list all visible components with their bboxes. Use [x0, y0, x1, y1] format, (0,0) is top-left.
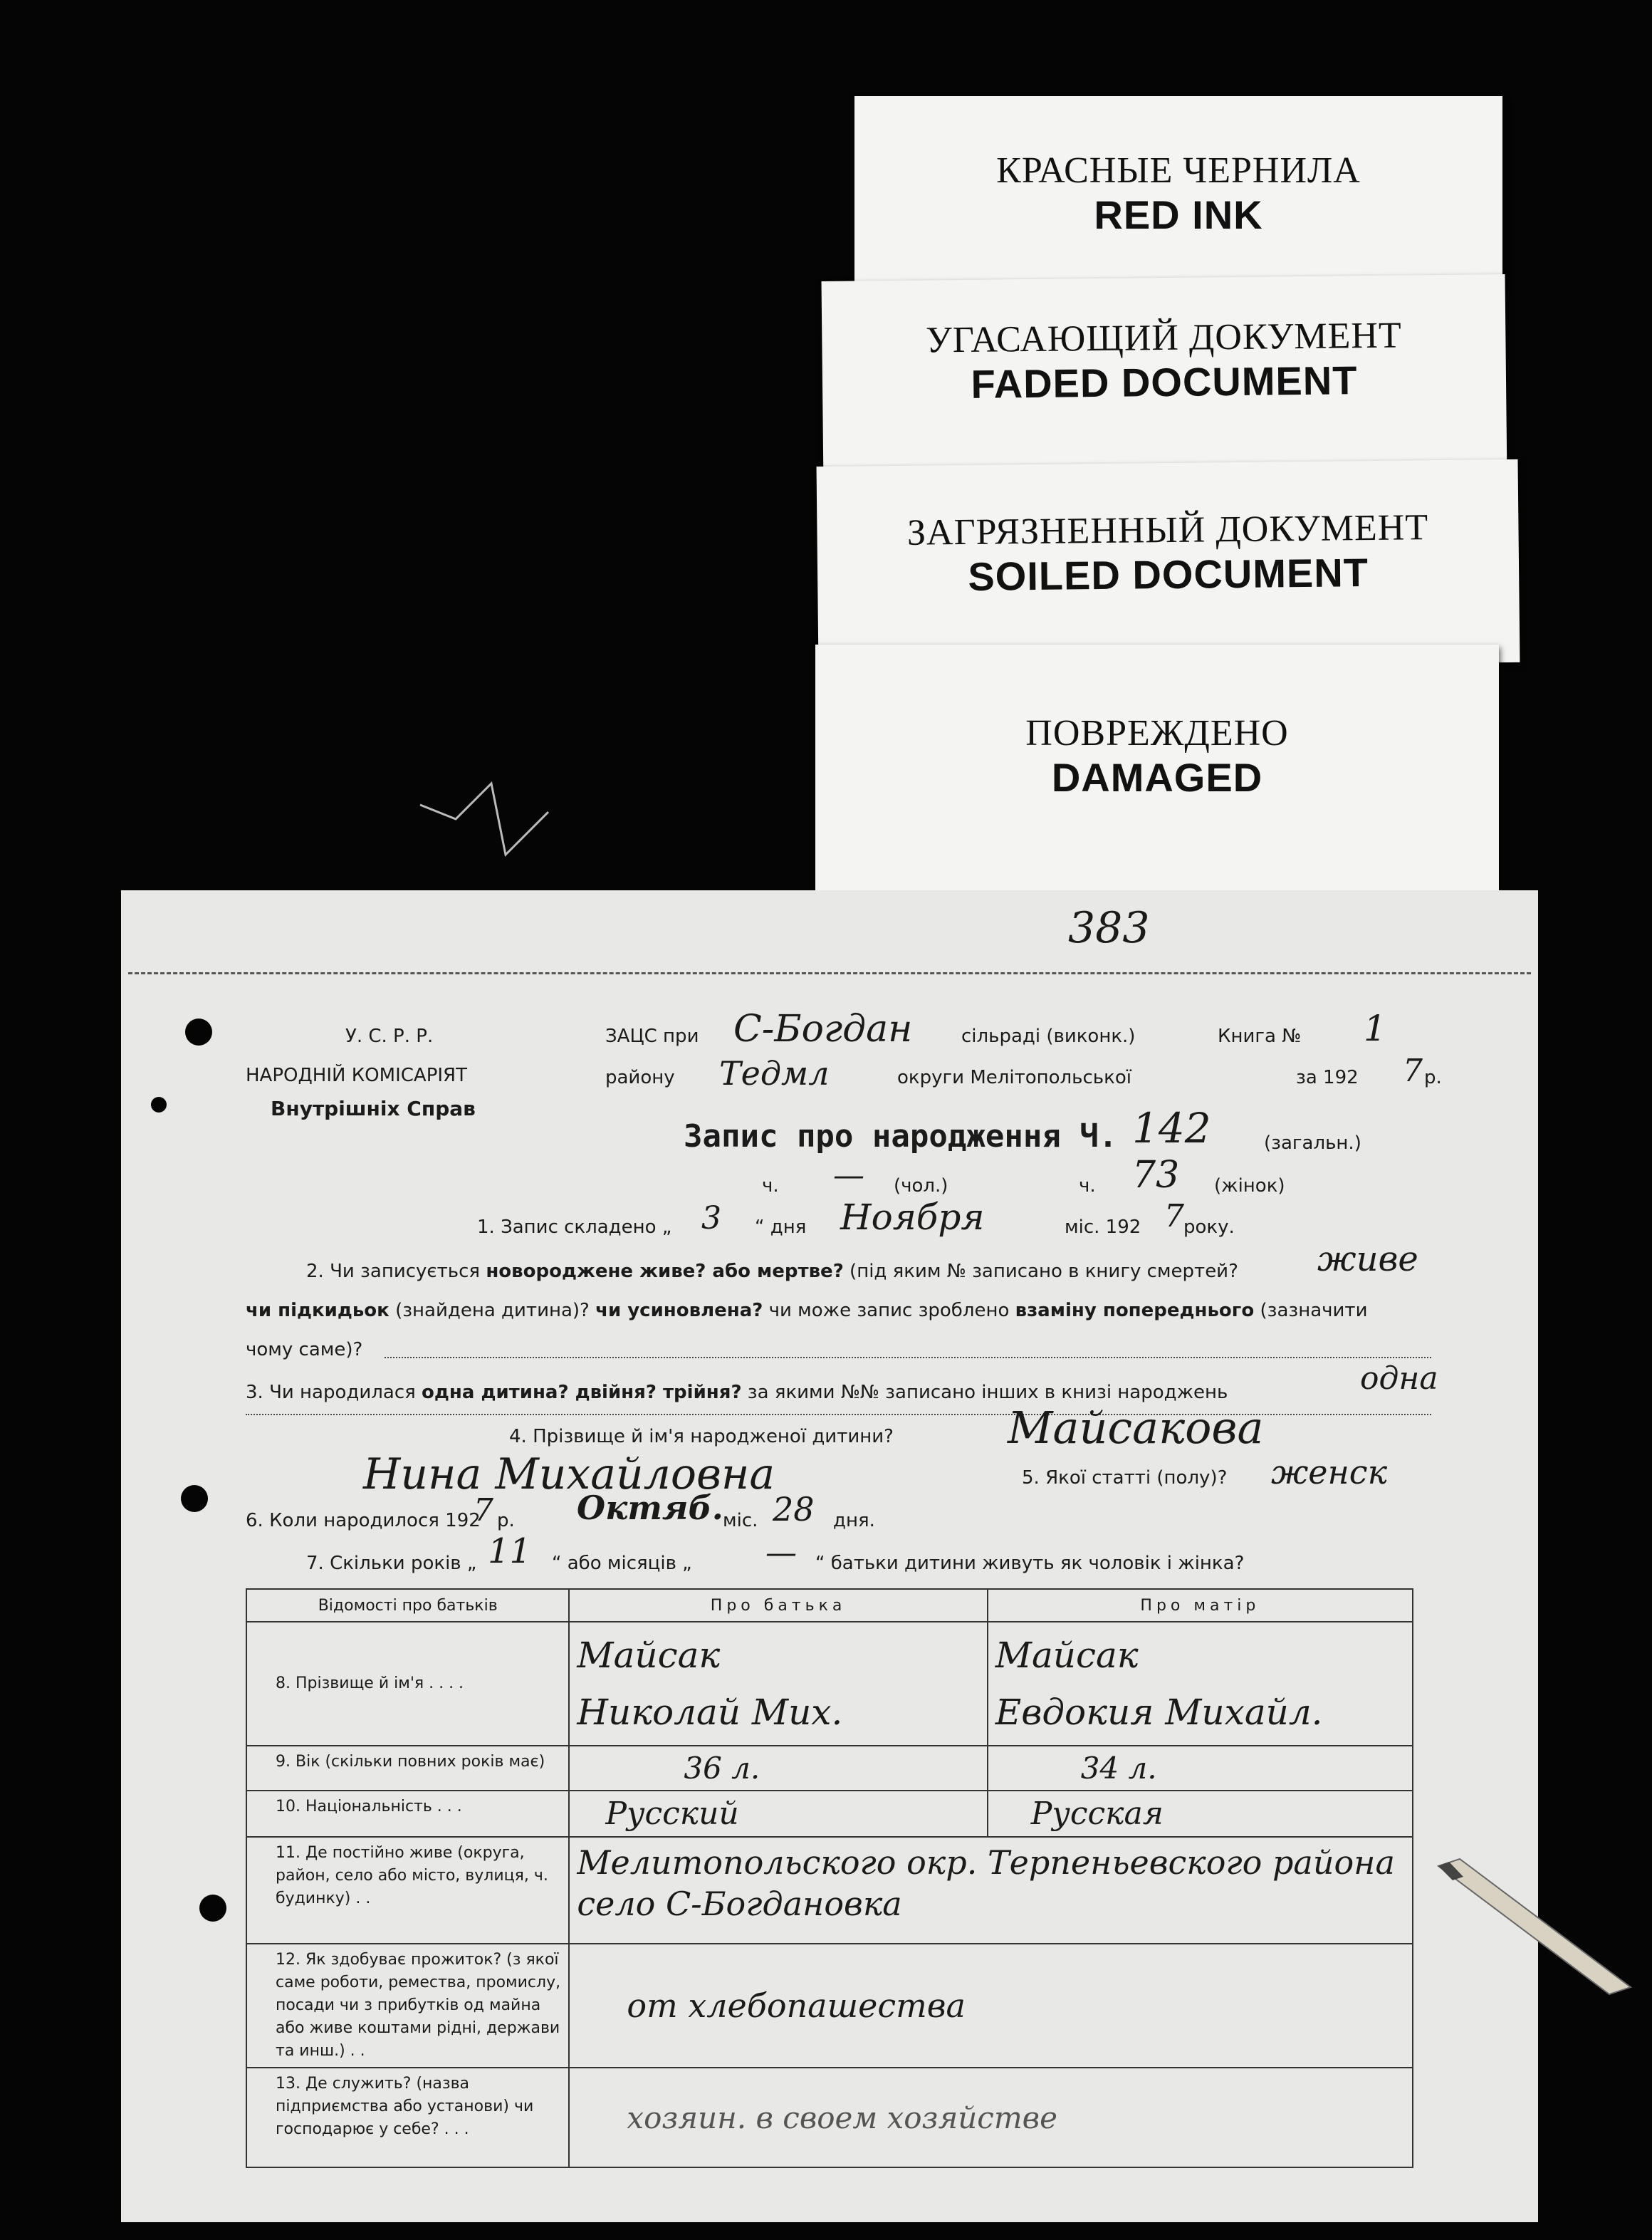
- record-title: Запис про народження Ч.: [684, 1118, 1118, 1155]
- book-year-prefix: за 192: [1296, 1067, 1359, 1088]
- q2-line2f: (зазначити: [1254, 1300, 1368, 1321]
- header-father: Про батька: [569, 1589, 987, 1622]
- q1-end: року.: [1183, 1217, 1235, 1238]
- zags-prefix: ЗАЦС при: [605, 1026, 699, 1047]
- page-number: 383: [1068, 903, 1150, 953]
- q4-text: 4. Прізвище й ім'я народженої дитини?: [509, 1426, 894, 1447]
- book-year-digit: 7: [1403, 1053, 1423, 1089]
- label-faded-document: [822, 274, 1507, 488]
- rayon-prefix: району: [605, 1067, 675, 1088]
- label-red-ink-en: RED INK: [1094, 192, 1263, 237]
- parents-residence: Мелитопольского окр. Терпеньевского района село С-Богдановка: [569, 1837, 1413, 1944]
- q2-blank: [385, 1357, 1431, 1358]
- father-age: 36 л.: [569, 1746, 987, 1791]
- q1-year: 7: [1164, 1198, 1184, 1234]
- okrug-label: округи Мелітопольської: [897, 1067, 1131, 1088]
- zags-suffix: сільраді (виконк.): [961, 1026, 1136, 1047]
- q6-day: 28: [773, 1490, 815, 1528]
- q4-surname: Майсакова: [1008, 1402, 1264, 1454]
- punch-hole: [199, 1895, 226, 1922]
- q5-answer: женск: [1271, 1453, 1388, 1491]
- q2-line2a: чи підкидьок: [246, 1300, 390, 1321]
- punch-hole: [185, 1019, 212, 1046]
- stray-thread: [413, 769, 555, 869]
- q6-c: міс.: [723, 1510, 758, 1531]
- q7-c: “ батьки дитини живуть як чоловік і жінка?: [815, 1553, 1245, 1574]
- count-male-prefix: ч.: [762, 1175, 779, 1197]
- q2-line2c: чи усиновлена?: [595, 1300, 763, 1321]
- perforation-line: [128, 972, 1531, 974]
- row-label: 11. Де постійно живе (округа, район, село або місто, вулиця, ч. будинку) . .: [246, 1837, 569, 1944]
- table-row: [246, 1837, 1413, 1944]
- mother-age: 34 л.: [988, 1746, 1413, 1791]
- book-number: 1: [1364, 1008, 1386, 1049]
- q2-answer: живе: [1317, 1239, 1418, 1279]
- label-damaged-ru: ПОВРЕЖДЕНО: [1025, 713, 1289, 754]
- row-label: 13. Де служить? (назва підприємства або установи) чи господарює у себе? . . .: [246, 2068, 569, 2167]
- table-header: [246, 1589, 1413, 1622]
- father-name: Майсак Николай Мих.: [569, 1622, 987, 1746]
- header-info: Відомості про батьків: [246, 1589, 569, 1622]
- parents-livelihood: от хлебопашества: [569, 1944, 1413, 2068]
- q7-months: —: [765, 1535, 797, 1571]
- q6-year: 7: [474, 1492, 493, 1528]
- q3-b: одна дитина? двійня? трійня?: [422, 1382, 742, 1403]
- q1-mid: “ дня: [755, 1217, 807, 1238]
- count-female-label: (жінок): [1214, 1175, 1285, 1197]
- row-label: 10. Національність . . .: [246, 1791, 569, 1837]
- record-number: 142: [1132, 1104, 1211, 1152]
- father-nationality: Русский: [569, 1791, 987, 1837]
- q7-a: 7. Скільки років „: [306, 1553, 477, 1574]
- label-soiled-ru: ЗАГРЯЗНЕННЫЙ ДОКУМЕНТ: [906, 507, 1429, 553]
- label-damaged: [815, 645, 1499, 894]
- q2-line1: [306, 1261, 1238, 1282]
- label-soiled-document: [817, 459, 1520, 670]
- q6-month: Октяб.: [577, 1489, 723, 1527]
- q1-text: 1. Запис складено „: [477, 1217, 672, 1238]
- table-row: [246, 1622, 1413, 1746]
- count-male: —: [833, 1157, 864, 1194]
- row-label: 12. Як здобуває прожиток? (з якої саме роботи, ремества, промислу, посади чи з прибутків од майна або живе коштами рідні, держави та инш.) . .: [246, 1944, 569, 2068]
- row-label: 9. Вік (скільки повних років має): [246, 1746, 569, 1791]
- q1-day: 3: [701, 1200, 721, 1236]
- header-internal-affairs: Внутрішніх Справ: [271, 1097, 476, 1120]
- label-red-ink-ru: КРАСНЫЕ ЧЕРНИЛА: [996, 150, 1361, 191]
- q2-line3: чому саме)?: [246, 1339, 363, 1360]
- birth-record-form: [121, 890, 1538, 2222]
- table-row: [246, 1791, 1413, 1837]
- q7-years: 11: [488, 1531, 532, 1571]
- q1-suffix: міс. 192: [1065, 1217, 1141, 1238]
- table-row: [246, 1746, 1413, 1791]
- rayon-value: Тедмл: [719, 1054, 830, 1093]
- label-red-ink: [854, 96, 1502, 288]
- header-ussr: У. С. Р. Р.: [345, 1026, 434, 1047]
- q3-text: [246, 1382, 1228, 1403]
- label-faded-en: FADED DOCUMENT: [971, 358, 1358, 407]
- q2-line2b: (знайдена дитина)?: [389, 1300, 596, 1321]
- q6-a: 6. Коли народилося 192: [246, 1510, 481, 1531]
- q1-month: Ноября: [840, 1197, 985, 1238]
- header-commissariat: НАРОДНІЙ КОМІСАРІЯТ: [246, 1065, 467, 1086]
- q2-line2e: взаміну попереднього: [1015, 1300, 1255, 1321]
- record-total-label: (загальн.): [1264, 1132, 1361, 1154]
- label-faded-ru: УГАСАЮЩИЙ ДОКУМЕНТ: [925, 315, 1402, 361]
- q3-a: 3. Чи народилася: [246, 1382, 422, 1403]
- q6-b: р.: [497, 1510, 515, 1531]
- row-label: 8. Прізвище й ім'я . . . .: [246, 1622, 569, 1746]
- count-male-label: (чол.): [894, 1175, 948, 1197]
- mother-name: Майсак Евдокия Михайл.: [988, 1622, 1413, 1746]
- parents-employment: хозяин. в своем хозяйстве: [569, 2068, 1413, 2167]
- q2-line1a: 2. Чи записується: [306, 1261, 486, 1282]
- q5-text: 5. Якої статті (полу)?: [1022, 1467, 1228, 1489]
- punch-hole: [151, 1097, 167, 1113]
- q3-answer: одна: [1360, 1360, 1438, 1397]
- count-female-prefix: ч.: [1079, 1175, 1096, 1197]
- zags-village: С-Богдан: [733, 1008, 913, 1051]
- label-damaged-en: DAMAGED: [1051, 755, 1263, 800]
- q3-c: за якими №№ записано інших в книзі народжень: [741, 1382, 1228, 1403]
- book-year-suffix: р.: [1424, 1067, 1442, 1088]
- punch-hole: [181, 1485, 208, 1512]
- book-label: Книга №: [1218, 1026, 1302, 1047]
- header-mother: Про матір: [988, 1589, 1413, 1622]
- q2-line2: [246, 1300, 1367, 1321]
- pencil-tip: [1431, 1852, 1638, 2001]
- q4-name: Нина Михайловна: [363, 1449, 775, 1499]
- table-row: [246, 1944, 1413, 2068]
- count-female: 73: [1132, 1154, 1180, 1197]
- q2-line1c: (під яким № записано в книгу смертей?: [843, 1261, 1238, 1282]
- q2-line2d: чи може запис зроблено: [763, 1300, 1015, 1321]
- parents-table: [246, 1588, 1413, 2168]
- label-soiled-en: SOILED DOCUMENT: [968, 550, 1369, 599]
- table-row: [246, 2068, 1413, 2167]
- mother-nationality: Русская: [988, 1791, 1413, 1837]
- q6-d: дня.: [833, 1510, 875, 1531]
- q7-b: “ або місяців „: [552, 1553, 692, 1574]
- q2-line1b: новороджене живе? або мертве?: [486, 1261, 844, 1282]
